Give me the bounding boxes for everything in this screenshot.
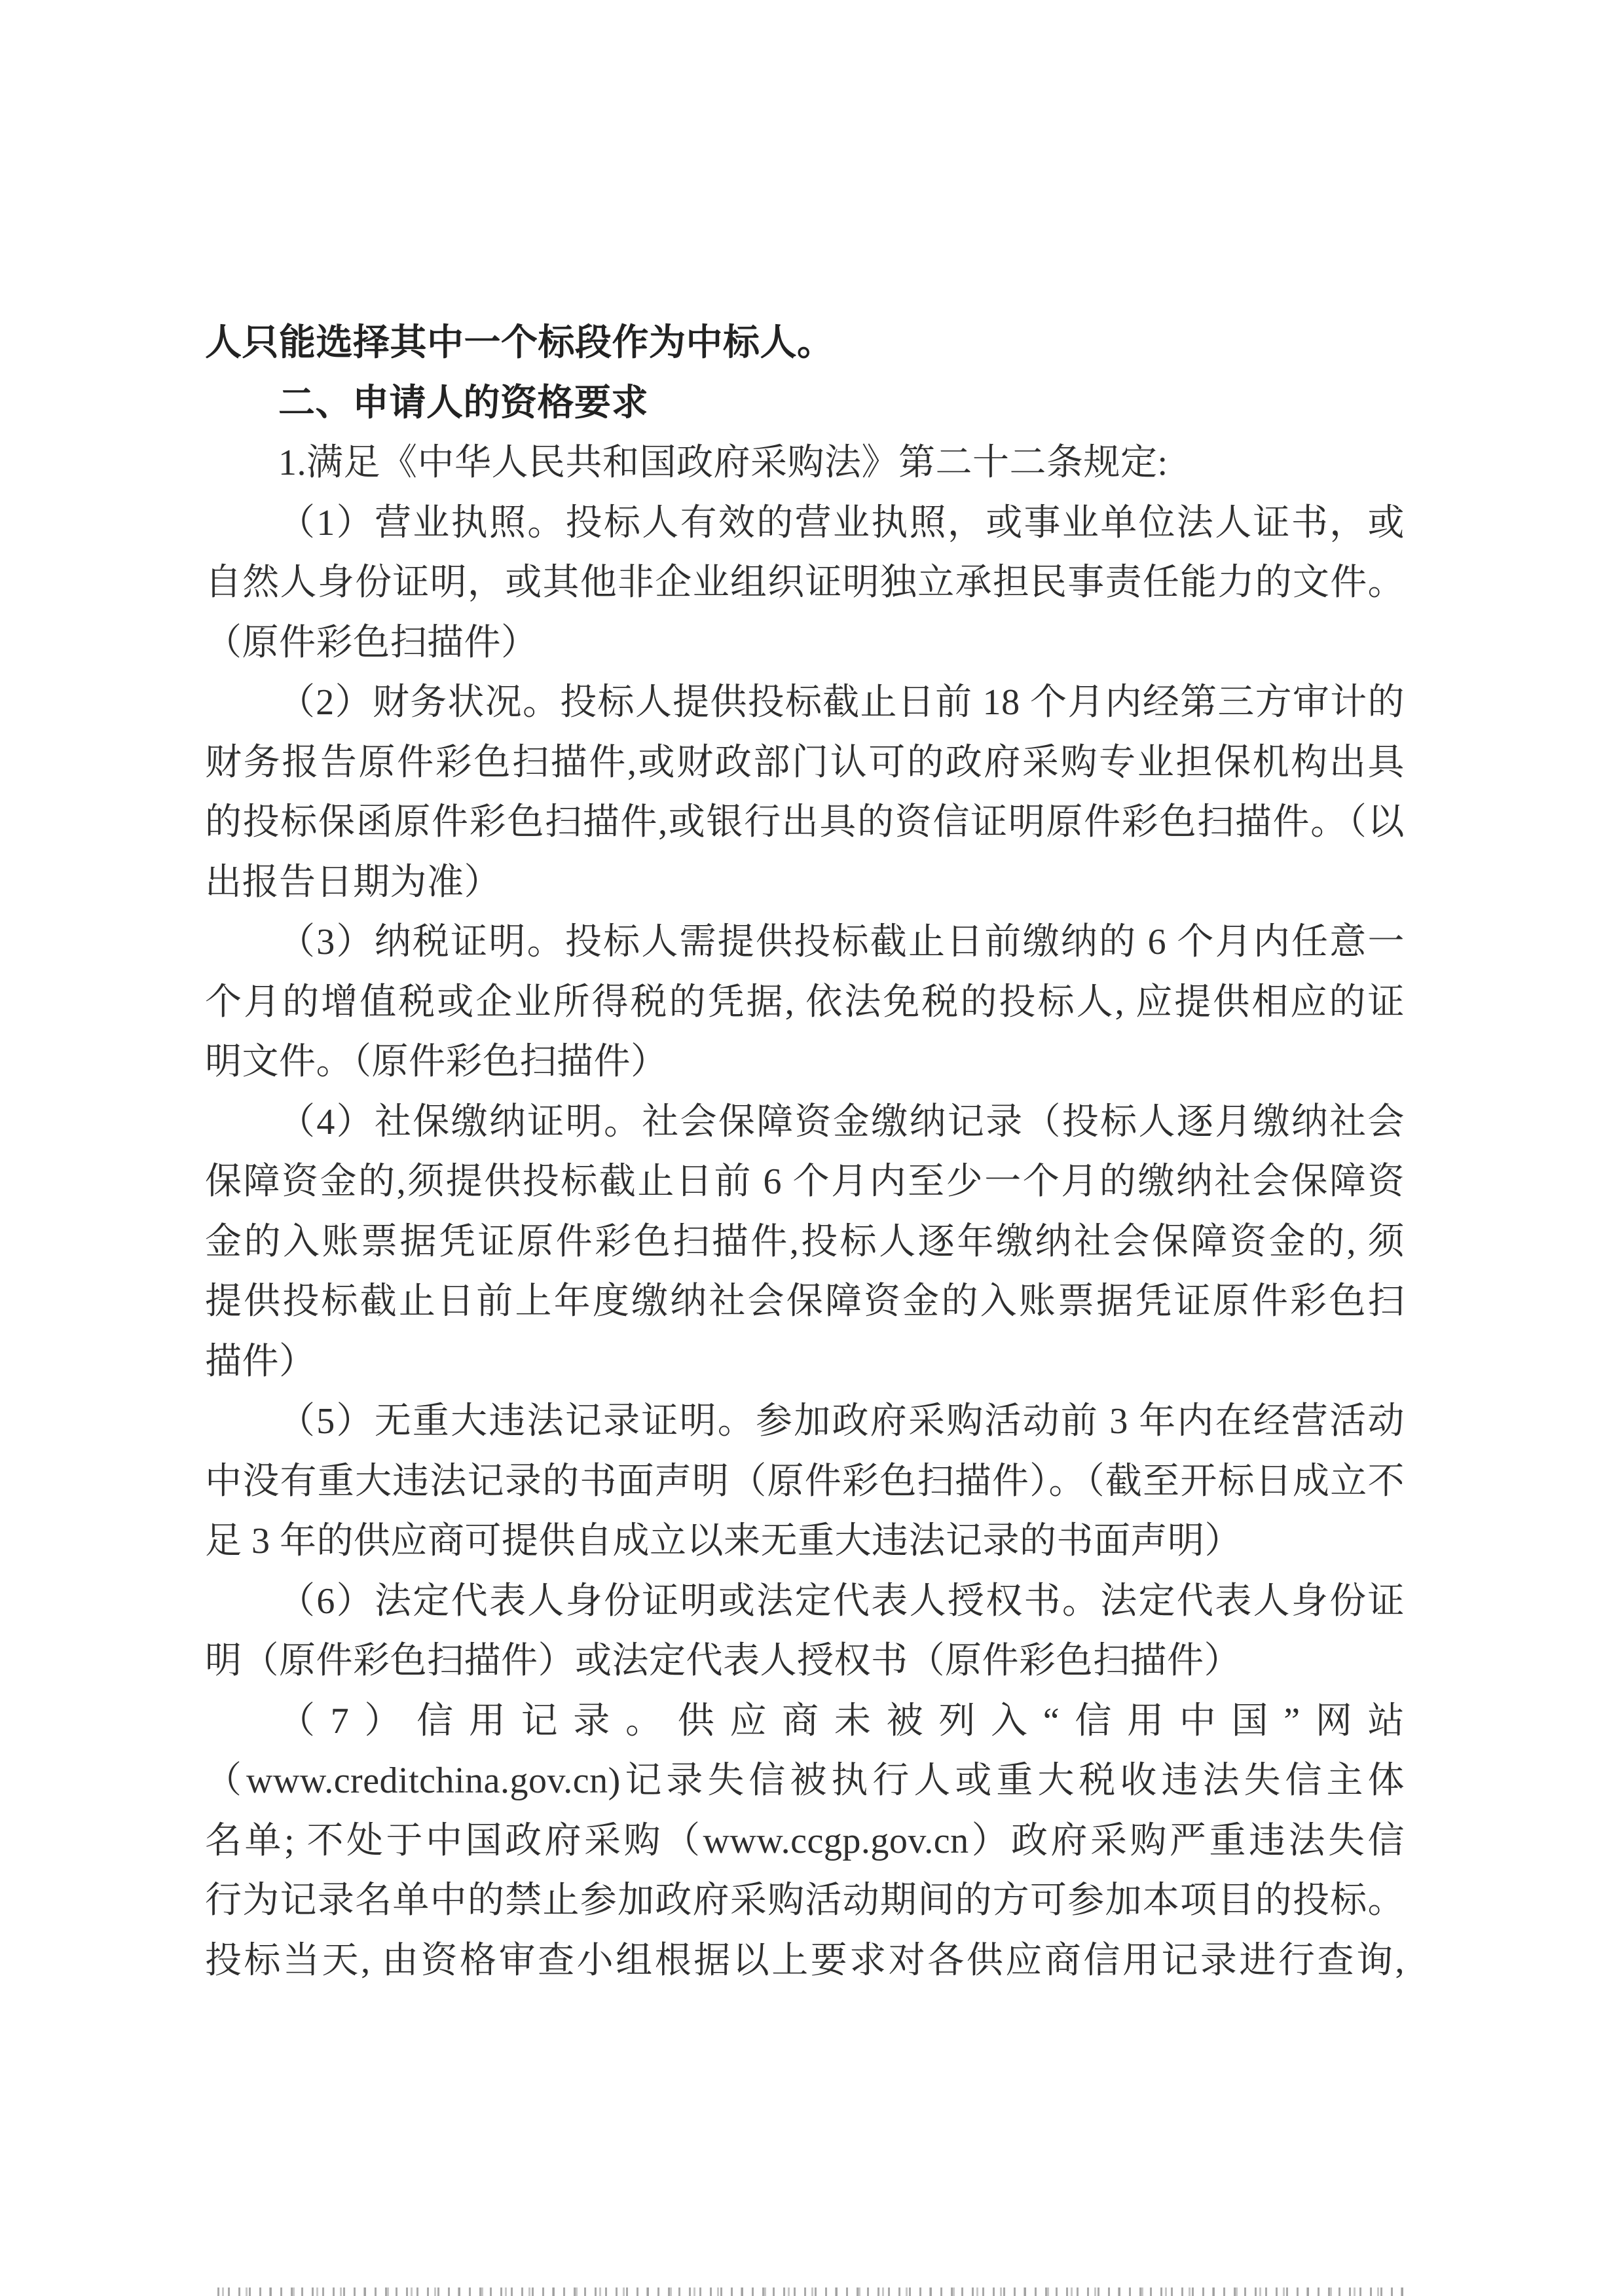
text-line: 二、申请人的资格要求 <box>278 382 648 424</box>
text-line: （6）法定代表人身份证明或法定代表人授权书。法定代表人身份证 <box>278 1580 1405 1622</box>
text-line: 1.满足《中华人民共和国政府采购法》第二十二条规定: <box>278 443 1168 483</box>
text-line: 行为记录名单中的禁止参加政府采购活动期间的方可参加本项目的投标。 <box>205 1880 1405 1921</box>
text-line: （原件彩色扫描件） <box>205 622 538 663</box>
text-line: 自然人身份证明，或其他非企业组织证明独立承担民事责任能力的文件。 <box>205 562 1405 603</box>
text-line: 人只能选择其中一个标段作为中标人。 <box>205 323 834 363</box>
text-line: 中没有重大违法记录的书面声明（原件彩色扫描件）。（截至开标日成立不 <box>205 1461 1405 1502</box>
text-line: （1）营业执照。投标人有效的营业执照，或事业单位法人证书，或 <box>278 502 1405 543</box>
text-line: （5）无重大违法记录证明。参加政府采购活动前 3 年内在经营活动 <box>278 1401 1405 1442</box>
page-bottom-cutoff-text-remnant <box>217 2287 1411 2296</box>
text-line: （4）社保缴纳证明。社会保障资金缴纳记录（投标人逐月缴纳社会 <box>278 1101 1405 1142</box>
text-line: 保障资金的,须提供投标截止日前 6 个月内至少一个月的缴纳社会保障资 <box>205 1161 1405 1202</box>
text-line: 金的入账票据凭证原件彩色扫描件,投标人逐年缴纳社会保障资金的, 须 <box>205 1221 1405 1262</box>
text-line: 财务报告原件彩色扫描件,或财政部门认可的政府采购专业担保机构出具 <box>205 742 1405 783</box>
text-line: 提供投标截止日前上年度缴纳社会保障资金的入账票据凭证原件彩色扫 <box>205 1281 1405 1322</box>
text-line: （2）财务状况。投标人提供投标截止日前 18 个月内经第三方审计的 <box>278 682 1405 723</box>
text-line: 名单; 不处于中国政府采购（www.ccgp.gov.cn）政府采购严重违法失信 <box>205 1820 1405 1861</box>
text-line: 个月的增值税或企业所得税的凭据, 依法免税的投标人, 应提供相应的证 <box>205 981 1405 1023</box>
text-line: （www.creditchina.gov.cn)记录失信被执行人或重大税收违法失信主体 <box>205 1760 1405 1801</box>
text-line: （3）纳税证明。投标人需提供投标截止日前缴纳的 6 个月内任意一 <box>278 922 1405 962</box>
document-text-block <box>205 314 1405 1991</box>
text-line: 明文件。（原件彩色扫描件） <box>205 1042 668 1082</box>
text-line: 的投标保函原件彩色扫描件,或银行出具的资信证明原件彩色扫描件。（以 <box>205 802 1405 843</box>
text-line: 足 3 年的供应商可提供自成立以来无重大违法记录的书面声明） <box>205 1521 1242 1561</box>
text-line: 描件） <box>205 1341 316 1382</box>
text-line: 投标当天, 由资格审查小组根据以上要求对各供应商信用记录进行查询, <box>205 1940 1405 1981</box>
text-line: 出报告日期为准） <box>205 862 501 903</box>
text-line: 明（原件彩色扫描件）或法定代表人授权书（原件彩色扫描件） <box>205 1641 1241 1681</box>
text-line: （7）信用记录。供应商未被列入“信用中国”网站 <box>278 1700 1405 1741</box>
